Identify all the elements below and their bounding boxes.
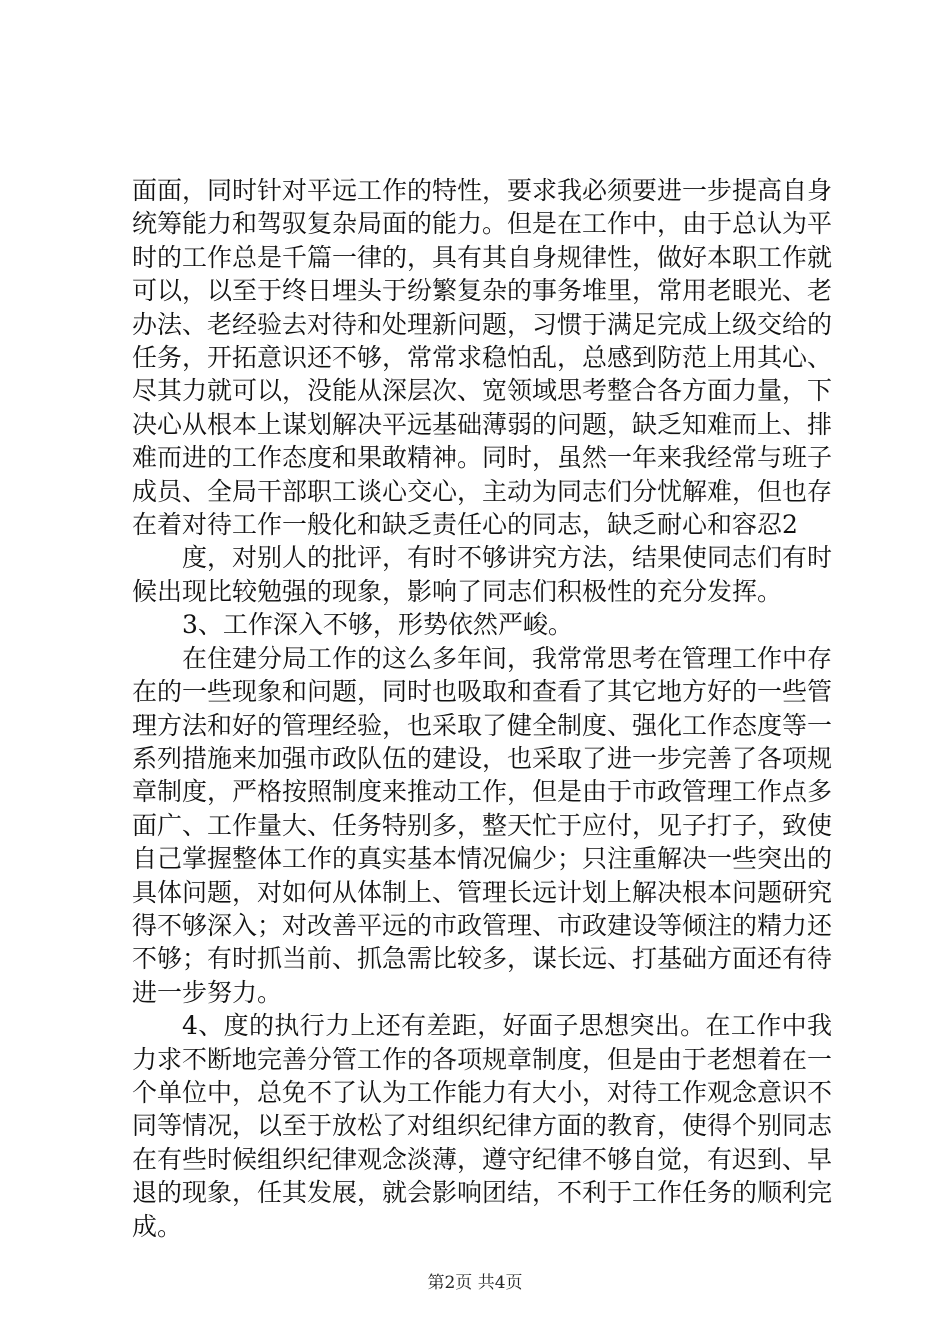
section-heading-3: 3、工作深入不够，形势依然严峻。 bbox=[182, 610, 573, 640]
paragraph-management: 在住建分局工作的这么多年间，我常常思考在管理工作中存在的一些现象和问题，同时也吸取和查看了其它地方好的一些管理方法和好的管理经验，也采取了健全制度、强化工作态度等一系列措施来加强市政队伍的建设，也采取了进一步完善了各项规章制度，严格按照制度来推动工作，但是由于市政管理工作点多面广、工作量大、任务特别多，整天忙于应付，见子打子，致使自己掌握整体工作的真实基本情况偏少；只注重解决一些突出的具体问题，对如何从体制上、管理长远计划上解决根本问题研究得不够深入；对改善平远的市政管理、市政建设等倾注的精力还不够；有时抓当前、抓急需比较多，谋长远、打基础方面还有待进一步努力。 bbox=[132, 643, 833, 1007]
paragraph-continuation: 面面，同时针对平远工作的特性，要求我必须要进一步提高自身统筹能力和驾驭复杂局面的能力。但是在工作中，由于总认为平时的工作总是千篇一律的，具有其自身规律性，做好本职工作就可以，以至于终日埋头于纷繁复杂的事务堆里，常用老眼光、老办法、老经验去对待和处理新问题，习惯于满足完成上级交给的任务，开拓意识还不够，常常求稳怕乱，总感到防范上用其心、尽其力就可以，没能从深层次、宽领域思考整合各方面力量，下决心从根本上谋划解决平远基础薄弱的问题，缺乏知难而上、排难而进的工作态度和果敢精神。同时，虽然一年来我经常与班子成员、全局干部职工谈心交心，主动为同志们分忧解难，但也存在着对待工作一般化和缺乏责任心的同志，缺乏耐心和容忍2 bbox=[132, 176, 833, 540]
paragraph-criticism: 度，对别人的批评，有时不够讲究方法，结果使同志们有时候出现比较勉强的现象，影响了同志们积极性的充分发挥。 bbox=[132, 543, 833, 606]
page-footer: 第2页 共4页 bbox=[427, 1273, 523, 1293]
section-heading-4: 4、度的执行力上还有差距，好面子思想突出。在工作中我力求不断地完善分管工作的各项规章制度，但是由于老想着在一个单位中，总免不了认为工作能力有大小，对待工作观念意识不同等情况，以至于放松了对组织纪律方面的教育，使得个别同志在有些时候组织纪律观念淡薄，遵守纪律不够自觉，有迟到、早退的现象，任其发展，就会影响团结，不利于工作任务的顺利完成。 bbox=[132, 1011, 833, 1241]
document-body bbox=[132, 174, 832, 1243]
